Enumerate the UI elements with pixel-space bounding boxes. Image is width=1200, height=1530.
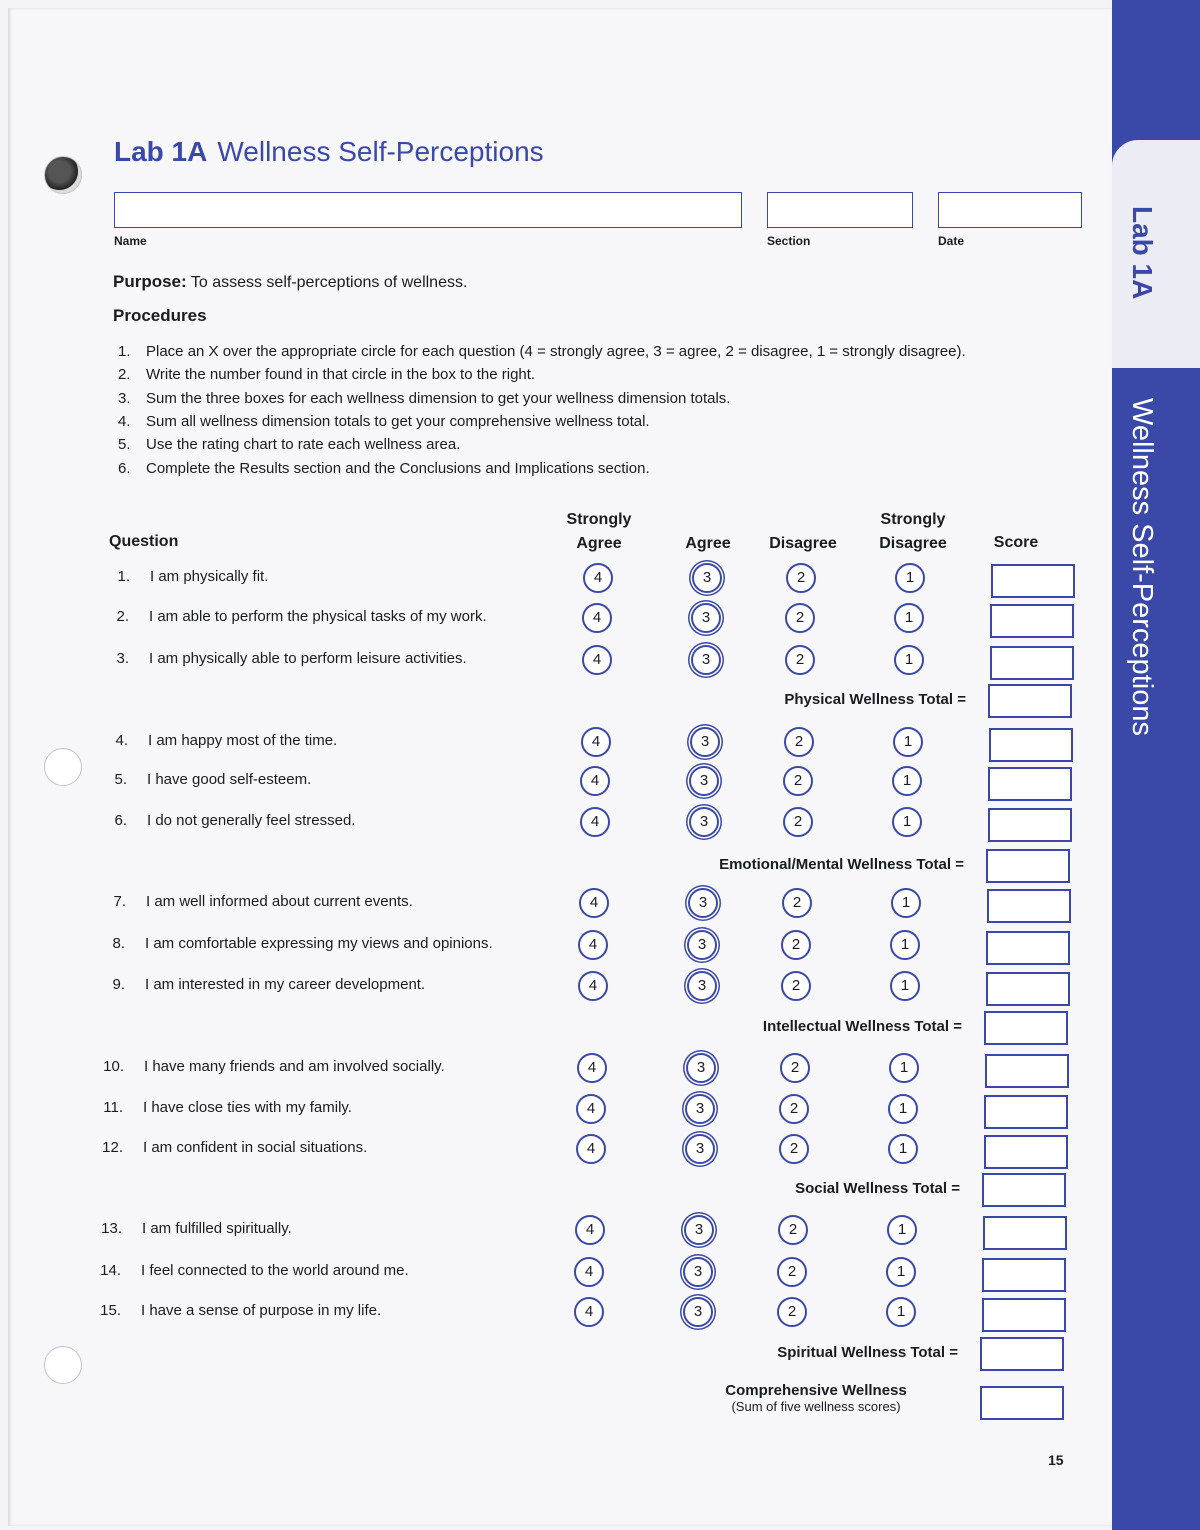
question-number: 11. — [103, 1099, 123, 1116]
question-number: 13. — [101, 1220, 122, 1237]
question-text: I am physically fit. — [150, 568, 269, 585]
rating-circle-3[interactable]: 3 — [691, 603, 721, 633]
column-strongly-disagree-line2: Disagree — [879, 535, 947, 552]
question-number: 4. — [115, 732, 128, 749]
rating-circle-2[interactable]: 2 — [784, 727, 814, 757]
question-number: 1. — [117, 568, 130, 585]
rating-circle-2[interactable]: 2 — [786, 563, 816, 593]
section-label: Section — [767, 234, 811, 248]
score-box[interactable] — [990, 604, 1074, 638]
binder-hole-icon — [44, 156, 82, 194]
procedure-text: Use the rating chart to rate each wellness area. — [146, 436, 461, 453]
question-text: I have good self-esteem. — [147, 771, 312, 788]
procedure-item — [118, 343, 1098, 360]
rating-circle-1[interactable]: 1 — [887, 1215, 917, 1245]
column-strongly-agree-line2: Agree — [576, 535, 622, 552]
rating-circle-3[interactable]: 3 — [684, 1215, 714, 1245]
purpose-label: Purpose: — [113, 272, 187, 291]
rating-circle-2[interactable]: 2 — [781, 930, 811, 960]
dimension-total-label: Spiritual Wellness Total = — [777, 1344, 958, 1361]
question-number: 15. — [100, 1302, 121, 1319]
rating-circle-1[interactable]: 1 — [888, 1134, 918, 1164]
page-title — [114, 136, 544, 168]
column-strongly-agree — [552, 508, 646, 556]
date-label: Date — [938, 234, 965, 248]
rating-circle-2[interactable]: 2 — [783, 766, 813, 796]
rating-circle-2[interactable]: 2 — [779, 1134, 809, 1164]
rating-circle-4[interactable]: 4 — [574, 1297, 604, 1327]
rating-circle-4[interactable]: 4 — [579, 888, 609, 918]
procedure-item — [118, 366, 1098, 383]
rating-circle-3[interactable]: 3 — [689, 807, 719, 837]
rating-circle-1[interactable]: 1 — [892, 807, 922, 837]
rating-circle-3[interactable]: 3 — [690, 727, 720, 757]
question-text: I am fulfilled spiritually. — [142, 1220, 292, 1237]
dimension-total-box[interactable] — [988, 684, 1072, 718]
rating-circle-1[interactable]: 1 — [892, 766, 922, 796]
lab-code: Lab 1A — [114, 136, 208, 167]
rating-circle-1[interactable]: 1 — [895, 563, 925, 593]
question-number: 3. — [116, 650, 129, 667]
dimension-total-label: Intellectual Wellness Total = — [762, 1018, 962, 1035]
question-text: I am comfortable expressing my views and opinions. — [145, 935, 493, 952]
rating-circle-3[interactable]: 3 — [691, 645, 721, 675]
rating-circle-3[interactable]: 3 — [683, 1257, 713, 1287]
procedure-text: Complete the Results section and the Conclusions and Implications section. — [146, 460, 650, 477]
rating-circle-2[interactable]: 2 — [777, 1297, 807, 1327]
score-box[interactable] — [984, 1095, 1068, 1129]
procedure-number: 3. — [118, 390, 131, 407]
procedure-item — [118, 413, 1098, 430]
rating-circle-1[interactable]: 1 — [888, 1094, 918, 1124]
question-number: 14. — [100, 1262, 121, 1279]
rating-circle-3[interactable]: 3 — [687, 930, 717, 960]
column-strongly-agree-line1: Strongly — [566, 511, 632, 528]
rating-circle-3[interactable]: 3 — [686, 1053, 716, 1083]
rating-circle-1[interactable]: 1 — [886, 1297, 916, 1327]
rating-circle-2[interactable]: 2 — [783, 807, 813, 837]
rating-circle-4[interactable]: 4 — [582, 645, 612, 675]
question-text: I do not generally feel stressed. — [147, 812, 356, 829]
rating-circle-3[interactable]: 3 — [683, 1297, 713, 1327]
rating-circle-1[interactable]: 1 — [893, 727, 923, 757]
purpose — [113, 272, 467, 292]
rating-circle-2[interactable]: 2 — [785, 603, 815, 633]
rating-circle-4[interactable]: 4 — [576, 1094, 606, 1124]
rating-circle-4[interactable]: 4 — [580, 766, 610, 796]
rating-circle-2[interactable]: 2 — [782, 888, 812, 918]
procedures-heading: Procedures — [113, 306, 207, 325]
question-text: I am physically able to perform leisure activities. — [149, 650, 467, 667]
score-box[interactable] — [986, 931, 1070, 965]
score-box[interactable] — [982, 1258, 1066, 1292]
name-label: Name — [114, 234, 147, 248]
rating-circle-1[interactable]: 1 — [891, 888, 921, 918]
question-number: 9. — [112, 976, 125, 993]
comprehensive-wellness — [700, 1382, 932, 1414]
score-box[interactable] — [983, 1216, 1067, 1250]
rating-circle-3[interactable]: 3 — [692, 563, 722, 593]
procedure-text: Write the number found in that circle in the box to the right. — [146, 366, 536, 383]
rating-circle-3[interactable]: 3 — [685, 1134, 715, 1164]
rating-circle-4[interactable]: 4 — [581, 727, 611, 757]
question-number: 12. — [102, 1139, 123, 1156]
comprehensive-score-box[interactable] — [980, 1386, 1064, 1420]
column-strongly-disagree — [866, 508, 960, 556]
column-disagree: Disagree — [769, 535, 837, 552]
question-text: I have a sense of purpose in my life. — [141, 1302, 382, 1319]
rating-circle-4[interactable]: 4 — [580, 807, 610, 837]
rating-circle-1[interactable]: 1 — [894, 603, 924, 633]
section-field[interactable] — [767, 192, 913, 228]
rating-circle-4[interactable]: 4 — [576, 1134, 606, 1164]
dimension-total-box[interactable] — [986, 849, 1070, 883]
procedure-number: 2. — [118, 366, 131, 383]
side-tab-code: Lab 1A — [1127, 206, 1158, 300]
rating-circle-4[interactable]: 4 — [574, 1257, 604, 1287]
question-text: I feel connected to the world around me. — [141, 1262, 409, 1279]
rating-circle-2[interactable]: 2 — [777, 1257, 807, 1287]
procedure-number: 5. — [118, 436, 131, 453]
question-text: I am able to perform the physical tasks of my work. — [149, 608, 487, 625]
dimension-total-label: Physical Wellness Total = — [784, 691, 966, 708]
question-number: 6. — [114, 812, 127, 829]
procedure-item — [118, 460, 1098, 477]
rating-circle-4[interactable]: 4 — [578, 930, 608, 960]
rating-circle-1[interactable]: 1 — [894, 645, 924, 675]
question-text: I am happy most of the time. — [148, 732, 338, 749]
procedure-number: 1. — [118, 343, 131, 360]
column-score: Score — [993, 534, 1039, 551]
dimension-total-label: Social Wellness Total = — [795, 1180, 960, 1197]
procedure-text: Place an X over the appropriate circle for each question (4 = strongly agree, 3 = agree, 2 = disagree, 1 = strongly disagree). — [146, 343, 966, 360]
question-number: 2. — [116, 608, 129, 625]
question-text: I am well informed about current events. — [146, 893, 413, 910]
rating-circle-3[interactable]: 3 — [689, 766, 719, 796]
purpose-text: To assess self-perceptions of wellness. — [190, 274, 468, 291]
score-box[interactable] — [989, 728, 1073, 762]
question-number: 8. — [112, 935, 125, 952]
rating-circle-4[interactable]: 4 — [577, 1053, 607, 1083]
rating-circle-4[interactable]: 4 — [582, 603, 612, 633]
question-number: 10. — [103, 1058, 124, 1075]
lab-title: Wellness Self-Perceptions — [217, 136, 544, 167]
question-number: 7. — [113, 893, 126, 910]
date-field[interactable] — [938, 192, 1082, 228]
score-box[interactable] — [984, 1135, 1068, 1169]
procedure-item — [118, 436, 1098, 453]
question-text: I have close ties with my family. — [143, 1099, 352, 1116]
column-agree: Agree — [685, 535, 731, 552]
rating-circle-1[interactable]: 1 — [889, 1053, 919, 1083]
rating-circle-2[interactable]: 2 — [780, 1053, 810, 1083]
comprehensive-note: (Sum of five wellness scores) — [731, 1399, 901, 1414]
score-box[interactable] — [986, 972, 1070, 1006]
rating-circle-4[interactable]: 4 — [575, 1215, 605, 1245]
rating-circle-3[interactable]: 3 — [685, 1094, 715, 1124]
question-text: I am interested in my career development. — [145, 976, 426, 993]
procedure-text: Sum all wellness dimension totals to get your comprehensive wellness total. — [146, 413, 650, 430]
score-box[interactable] — [987, 889, 1071, 923]
score-box[interactable] — [991, 564, 1075, 598]
score-box[interactable] — [988, 808, 1072, 842]
rating-circle-2[interactable]: 2 — [778, 1215, 808, 1245]
dimension-total-box[interactable] — [982, 1173, 1066, 1207]
question-text: I have many friends and am involved socially. — [144, 1058, 445, 1075]
page-number: 15 — [1048, 1452, 1064, 1468]
rating-circle-1[interactable]: 1 — [886, 1257, 916, 1287]
rating-circle-1[interactable]: 1 — [890, 930, 920, 960]
rating-circle-4[interactable]: 4 — [578, 971, 608, 1001]
side-tab-title: Wellness Self-Perceptions — [1126, 398, 1158, 736]
rating-circle-2[interactable]: 2 — [781, 971, 811, 1001]
score-box[interactable] — [985, 1054, 1069, 1088]
rating-circle-2[interactable]: 2 — [785, 645, 815, 675]
procedure-item — [118, 390, 1098, 407]
dimension-total-box[interactable] — [984, 1011, 1068, 1045]
question-number: 5. — [114, 771, 127, 788]
score-box[interactable] — [982, 1298, 1066, 1332]
binder-hole-icon — [44, 1346, 82, 1384]
procedure-text: Sum the three boxes for each wellness dimension to get your wellness dimension totals. — [146, 390, 731, 407]
comprehensive-label: Comprehensive Wellness — [725, 1382, 907, 1399]
question-text: I am confident in social situations. — [143, 1139, 368, 1156]
score-box[interactable] — [990, 646, 1074, 680]
rating-circle-3[interactable]: 3 — [688, 888, 718, 918]
column-strongly-disagree-line1: Strongly — [880, 511, 946, 528]
binder-hole-icon — [44, 748, 82, 786]
procedure-number: 6. — [118, 460, 131, 477]
score-box[interactable] — [988, 767, 1072, 801]
rating-circle-3[interactable]: 3 — [687, 971, 717, 1001]
dimension-total-label: Emotional/Mental Wellness Total = — [719, 856, 964, 873]
procedure-number: 4. — [118, 413, 131, 430]
rating-circle-1[interactable]: 1 — [890, 971, 920, 1001]
rating-circle-4[interactable]: 4 — [583, 563, 613, 593]
name-field[interactable] — [114, 192, 742, 228]
rating-circle-2[interactable]: 2 — [779, 1094, 809, 1124]
column-question: Question — [109, 533, 179, 550]
dimension-total-box[interactable] — [980, 1337, 1064, 1371]
